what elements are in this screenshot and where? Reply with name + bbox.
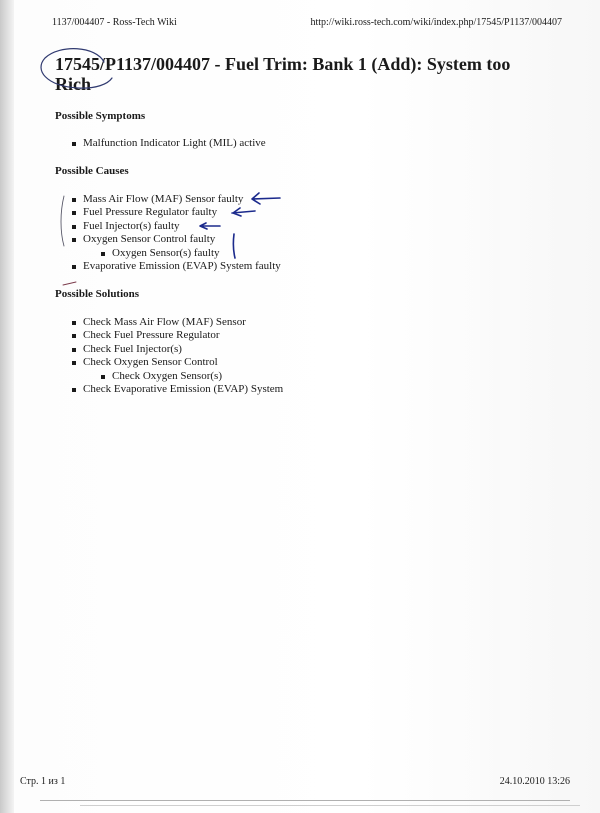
list-item: Check Fuel Injector(s) <box>72 343 283 356</box>
scan-shadow-edge <box>0 0 14 813</box>
list-item: Malfunction Indicator Light (MIL) active <box>72 137 266 150</box>
list-item: Check Evaporative Emission (EVAP) System <box>72 383 283 396</box>
page-title: 17545/P1137/004407 - Fuel Trim: Bank 1 (Add): System too Rich <box>55 54 511 94</box>
print-footer-datetime: 24.10.2010 13:26 <box>499 776 570 787</box>
print-header-title: 1137/004407 - Ross-Tech Wiki <box>52 17 177 28</box>
list-item: Check Oxygen Sensor Control <box>72 356 283 369</box>
scan-artifact-line <box>80 805 580 806</box>
margin-dash-stroke <box>63 282 76 285</box>
list-item: Fuel Injector(s) faulty <box>72 220 281 233</box>
list-item: Evaporative Emission (EVAP) System faulty <box>72 260 281 273</box>
print-footer-page: Стр. 1 из 1 <box>20 776 66 787</box>
solutions-heading: Possible Solutions <box>55 288 140 300</box>
symptoms-heading: Possible Symptoms <box>55 110 146 122</box>
causes-heading: Possible Causes <box>55 165 129 177</box>
scan-artifact-line <box>40 800 570 801</box>
symptoms-list <box>72 137 266 150</box>
list-item: Oxygen Sensor Control faulty <box>72 233 281 246</box>
print-header-url: http://wiki.ross-tech.com/wiki/index.php/17545/P1137/004407 <box>310 17 562 28</box>
list-item-nested: Check Oxygen Sensor(s) <box>101 370 283 383</box>
list-item-nested: Oxygen Sensor(s) faulty <box>101 247 281 260</box>
causes-list <box>72 193 281 273</box>
list-item: Mass Air Flow (MAF) Sensor faulty <box>72 193 281 206</box>
margin-bracket-stroke <box>61 196 64 246</box>
list-item: Check Fuel Pressure Regulator <box>72 329 283 342</box>
list-item: Fuel Pressure Regulator faulty <box>72 206 281 219</box>
list-item: Check Mass Air Flow (MAF) Sensor <box>72 316 283 329</box>
solutions-list <box>72 316 283 396</box>
